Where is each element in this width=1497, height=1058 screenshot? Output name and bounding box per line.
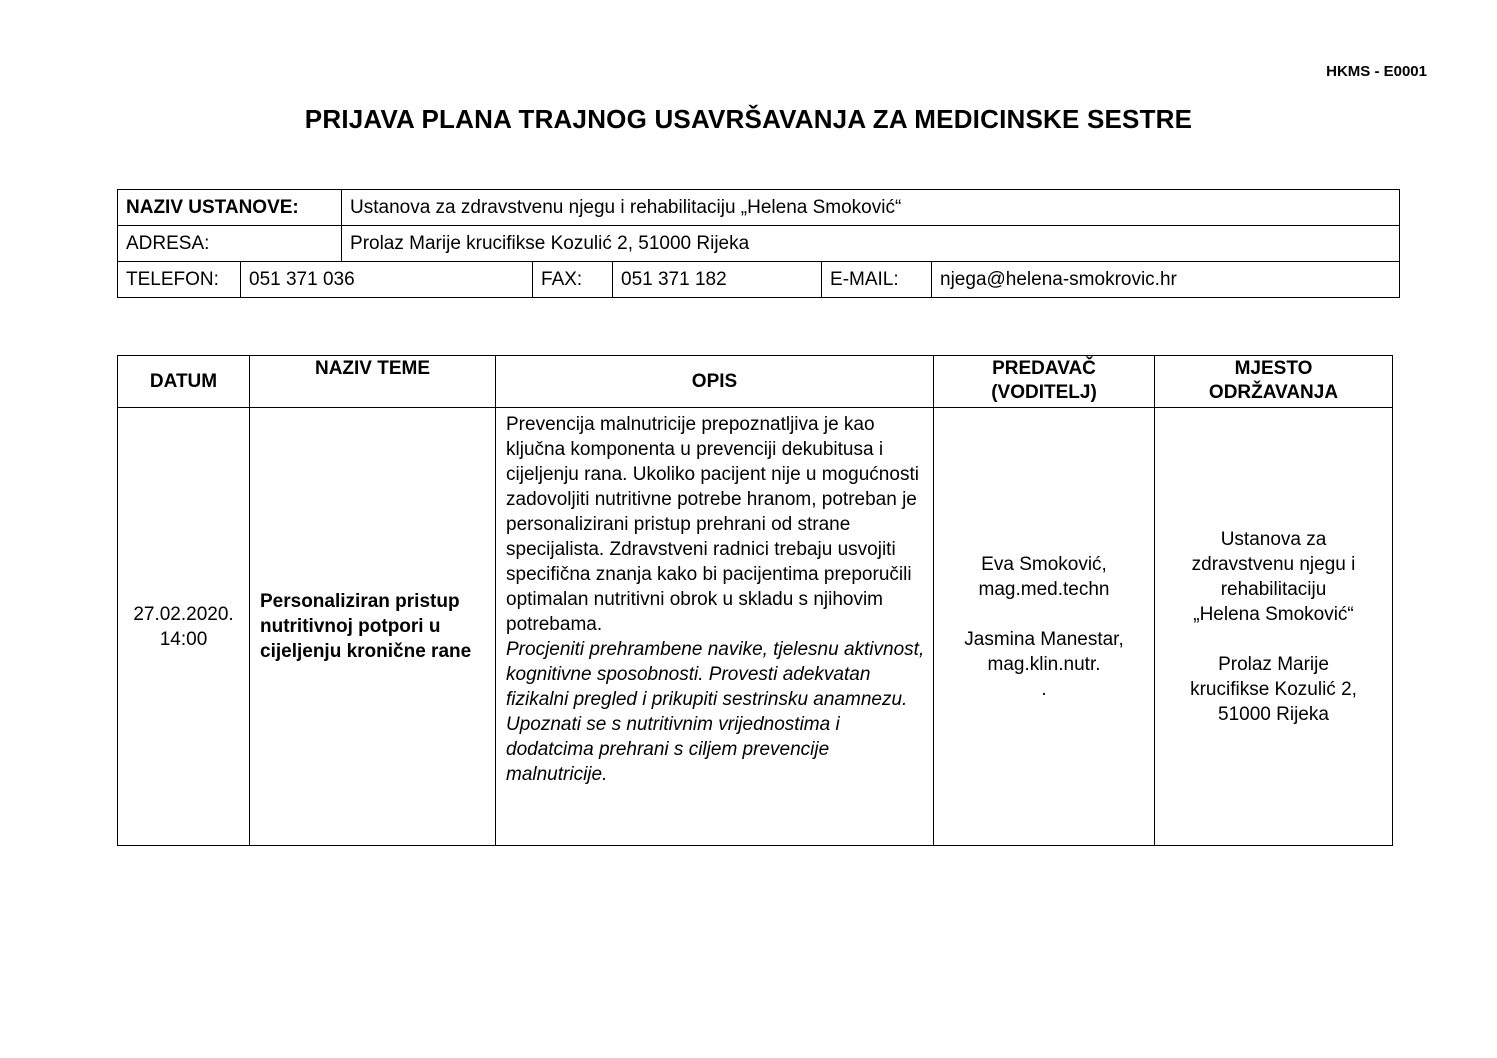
institution-name-row [118,190,1400,226]
topic-cell: Personaliziran pristup nutritivnoj potpori u cijeljenju kronične rane [250,408,496,846]
page-title: PRIJAVA PLANA TRAJNOG USAVRŠAVANJA ZA MEDICINSKE SESTRE [304,104,1193,134]
location-cell [1155,408,1393,846]
fax-label: FAX: [533,262,613,298]
location-address-2: krucifikse Kozulić 2, [1190,678,1357,700]
location-line-4: „Helena Smoković“ [1193,603,1354,625]
document-code: HKMS - E0001 [1326,63,1427,80]
institution-address-row [118,226,1400,262]
lecturer-1-title: mag.med.techn [978,578,1110,600]
lecturer-2-title: mag.klin.nutr. [987,653,1101,675]
description-text: Prevencija malnutricije prepoznatljiva je kao ključna komponenta u prevenciji dekubitusa i cijeljenju rana. Ukoliko pacijent nije u mogućnosti zadovoljiti nutritivne potrebe hranom, potreban je personalizirani pristup prehrani od strane specijalista. Zdravstveni radnici trebaju usvojiti specifična znanja kako bi pacijentima preporučili optimalan nutritivni obrok u skladu s njihovim potrebama. [506,414,919,635]
institution-contact-row [118,262,1400,298]
institution-name-label: NAZIV USTANOVE: [118,190,342,226]
header-lecturer [934,356,1155,408]
header-lecturer-line1: PREDAVAČ [992,358,1096,379]
header-date: DATUM [118,356,250,408]
lecturer-spacer [935,602,1153,627]
date-cell [118,408,250,846]
description-cell [496,408,934,846]
location-line-3: rehabilitaciju [1220,578,1327,600]
location-spacer [1156,627,1391,652]
address-value: Prolaz Marije krucifikse Kozulić 2, 51000 Rijeka [342,226,1400,262]
address-label: ADRESA: [118,226,342,262]
header-location [1155,356,1393,408]
header-location-line1: MJESTO [1234,358,1313,379]
event-date: 27.02.2020. [133,603,234,625]
description-goals: Procjeniti prehrambene navike, tjelesnu aktivnost, kognitivne sposobnosti. Provesti adekvatan fizikalni pregled i prikupiti sestrinsku anamnezu. Upoznati se s nutritivnim vrijednostima i dodatcima prehrani s ciljem prevencije malnutricije. [506,639,925,785]
location-address-3: 51000 Rijeka [1218,703,1329,725]
email-label: E-MAIL: [822,262,932,298]
institution-name-value: Ustanova za zdravstvenu njegu i rehabilitaciju „Helena Smoković“ [342,190,1400,226]
email-value: njega@helena-smokrovic.hr [932,262,1400,298]
header-lecturer-line2: (VODITELJ) [991,382,1097,403]
institution-info-table [117,189,1400,298]
phone-value: 051 371 036 [241,262,533,298]
lecturer-2-name: Jasmina Manestar, [964,628,1124,650]
lecturer-1-name: Eva Smoković, [981,553,1107,575]
training-plan-table [117,355,1393,846]
phone-label: TELEFON: [118,262,241,298]
event-time: 14:00 [159,628,208,650]
location-line-1: Ustanova za [1220,528,1327,550]
header-topic: NAZIV TEME [250,356,496,408]
plan-header-row [118,356,1393,408]
header-description: OPIS [496,356,934,408]
lecturer-cell [934,408,1155,846]
location-line-2: zdravstvenu njegu i [1191,553,1356,575]
fax-value: 051 371 182 [613,262,822,298]
lecturer-dot: . [1041,678,1047,700]
plan-row [118,408,1393,846]
location-address-1: Prolaz Marije [1218,653,1329,675]
header-location-line2: ODRŽAVANJA [1208,382,1339,403]
